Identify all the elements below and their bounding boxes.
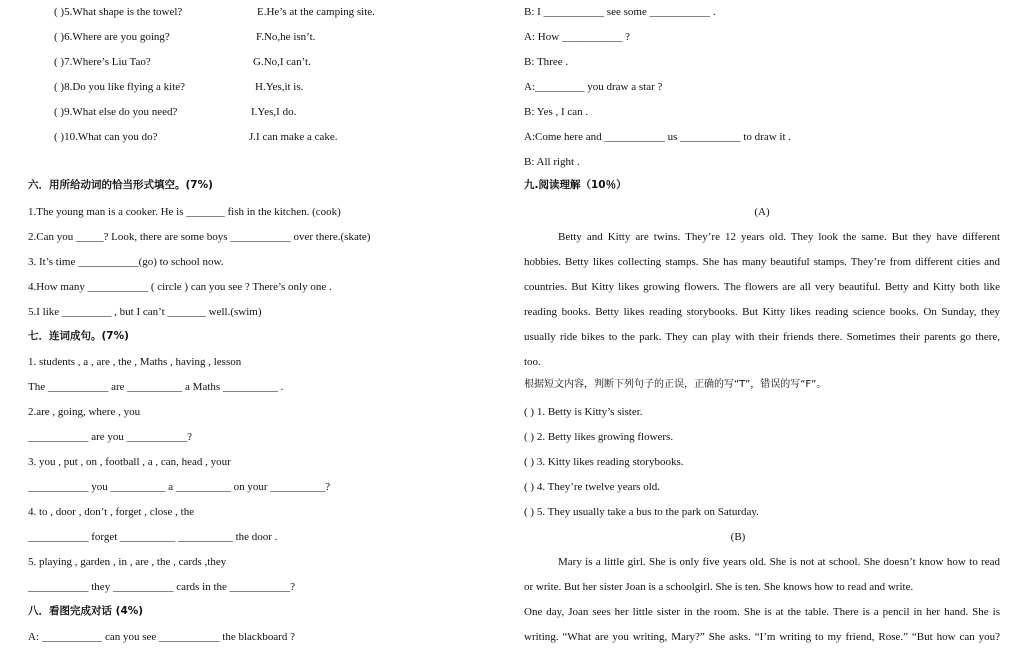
section-heading: 七．连词成句。(7%)	[28, 330, 129, 342]
question-item: 5.I like _________ , but I can’t _______ well.(swim)	[28, 306, 262, 318]
section-heading: 八．看图完成对话 (4%)	[28, 605, 144, 617]
dialogue-line: B: I ___________ see some ___________ .	[524, 6, 716, 18]
passage-text: hobbies. Betty likes collecting stamps. She has many beautiful stamps. They’re from different cities and	[524, 256, 1000, 268]
question-item: 4.How many ___________ ( circle ) can you see ? There’s only one .	[28, 281, 332, 293]
dialogue-line: B: All right .	[524, 156, 580, 168]
passage-text: reading books. Betty likes reading storybooks. But Kitty likes reading science books. On Sunday, they	[524, 306, 1000, 318]
question-item: 2.Can you _____? Look, there are some boys ___________ over there.(skate)	[28, 231, 371, 243]
answer-line: ___________ forget __________ __________ the door .	[28, 531, 278, 543]
matching-question: ( )9.What else do you need?	[54, 106, 178, 118]
answer-line: ___________ you __________ a __________ on your __________?	[28, 481, 331, 493]
passage-text: One day, Joan sees her little sister in the room. She is at the table. There is a pencil in her hand. She is	[524, 606, 1000, 618]
question-item: 3. you , put , on , football , a , can, head , your	[28, 456, 231, 468]
passage-text: or write. But her sister Joan is a schoolgirl. She is ten. She knows how to read and write.	[524, 581, 914, 593]
section-heading: 六．用所给动词的恰当形式填空。(7%)	[28, 179, 213, 191]
question-item: 1. students , a , are , the , Maths , having , lesson	[28, 356, 242, 368]
matching-question: ( )8.Do you like flying a kite?	[54, 81, 186, 93]
matching-question: ( )6.Where are you going?	[54, 31, 170, 43]
dialogue-line: B: Three .	[524, 56, 569, 68]
dialogue-line: B: Yes , I can .	[524, 106, 589, 118]
tf-item: ( ) 5. They usually take a bus to the park on Saturday.	[524, 506, 759, 518]
matching-answer: I.Yes,I do.	[251, 106, 297, 118]
matching-question: ( )7.Where’s Liu Tao?	[54, 56, 151, 68]
matching-answer: H.Yes,it is.	[255, 81, 304, 93]
question-item: 2.are , going, where , you	[28, 406, 141, 418]
matching-answer: J.I can make a cake.	[249, 131, 338, 143]
tf-item: ( ) 1. Betty is Kitty’s sister.	[524, 406, 643, 418]
matching-question: ( )5.What shape is the towel?	[54, 6, 183, 18]
tf-item: ( ) 4. They’re twelve years old.	[524, 481, 661, 493]
answer-line: The ___________ are __________ a Maths __________ .	[28, 381, 284, 393]
matching-question: ( )10.What can you do?	[54, 131, 158, 143]
passage-text: usually ride bikes to the park. They can play with their friends there. Sometimes their parents go there,	[524, 331, 1000, 343]
passage-text: countries. But Kitty likes growing flowers. The flowers are all very beautiful. Betty and Kitty both like	[524, 281, 1000, 293]
passage-label: (B)	[730, 531, 746, 543]
dialogue-line: A:Come here and ___________ us ___________ to draw it .	[524, 131, 792, 143]
section-heading: 九.阅读理解（10％）	[524, 179, 627, 191]
answer-line: ___________ are you ___________?	[28, 431, 193, 443]
question-item: 4. to , door , don’t , forget , close , the	[28, 506, 195, 518]
question-item: 5. playing , garden , in , are , the , cards ,they	[28, 556, 227, 568]
matching-answer: E.He’s at the camping site.	[257, 6, 375, 18]
passage-label: (A)	[754, 206, 770, 218]
passage-text: Mary is a little girl. She is only five years old. She is not at school. She doesn’t know how to read	[558, 556, 1000, 568]
tf-item: ( ) 2. Betty likes growing flowers.	[524, 431, 674, 443]
matching-answer: F.No,he isn’t.	[256, 31, 316, 43]
dialogue-line: A: ___________ can you see ___________ the blackboard ?	[28, 631, 295, 643]
tf-item: ( ) 3. Kitty likes reading storybooks.	[524, 456, 684, 468]
passage-text: too.	[524, 356, 541, 368]
passage-text: writing. “What are you writing, Mary?” She asks. “I’m writing to my friend, Rose.” “But how can you?	[524, 631, 1000, 643]
question-item: 3. It’s time ___________(go) to school now.	[28, 256, 224, 268]
dialogue-line: A: How ___________ ?	[524, 31, 631, 43]
question-item: 1.The young man is a cooker. He is _______ fish in the kitchen. (cook)	[28, 206, 341, 218]
dialogue-line: A:_________ you draw a star ?	[524, 81, 663, 93]
instruction-text: 根据短文内容，判断下列句子的正误，正确的写“T”，错误的写“F”。	[524, 379, 827, 390]
matching-answer: G.No,I can’t.	[253, 56, 311, 68]
answer-line: ___________ they ___________ cards in the ___________?	[28, 581, 296, 593]
passage-text: Betty and Kitty are twins. They’re 12 years old. They look the same. But they have different	[558, 231, 1000, 243]
